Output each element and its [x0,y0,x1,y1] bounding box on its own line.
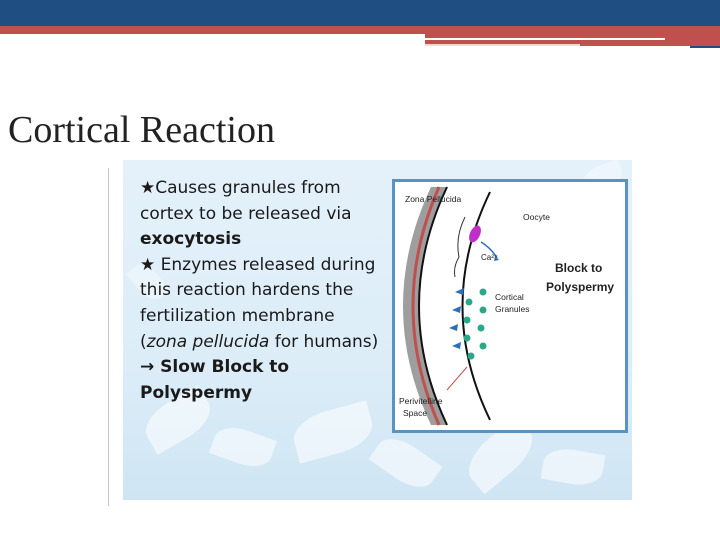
sperm-head [467,224,484,245]
sperm-tail [455,217,466,277]
perivitelline-label-line2: Space [403,408,428,418]
block-label-line2: Polyspermy [546,280,615,294]
figure-drawing [395,182,625,430]
bullet-text: ★Causes granules from cortex to be released via exocytosis ★ Enzymes released during this reaction hardens the fertilization membrane (zona pellucida for humans) → Slow Block to Polyspermy [140,178,379,403]
background-leaf [369,430,443,497]
oocyte-label: Oocyte [523,212,550,222]
cortical-granule [464,335,471,342]
background-leaf [209,421,277,473]
cortical-granule [466,299,473,306]
cortical-granules-label-line2: Granules [495,304,530,314]
background-leaf [541,445,606,489]
cortical-granule [478,325,485,332]
header-accent-line [0,26,720,34]
background-leaf [289,400,378,463]
exocytosis-arrow [452,306,461,313]
perivitelline-pointer [447,367,467,390]
perivitelline-label-line1: Perivitelline [399,396,443,406]
slide-title: Cortical Reaction [8,109,275,151]
vertical-divider [108,168,109,506]
cortical-granule [464,317,471,324]
header-stripe-2 [425,44,580,46]
arrow-icon: → [140,357,155,378]
calcium-label: Ca²⁺ [481,253,499,262]
cortical-granule [480,289,487,296]
exocytosis-arrow [455,288,464,295]
header-stripe [425,38,665,40]
exocytosis-arrow [452,342,461,349]
content-panel [123,160,632,500]
zona-pellucida-label: Zona Pellucida [405,194,462,204]
star-icon: ★ [140,254,156,275]
header-bar [0,0,720,26]
block-label-line1: Block to [555,261,603,275]
star-icon: ★ [140,178,156,198]
cortical-reaction-figure [392,179,628,433]
cortical-granule [480,307,487,314]
cortical-granule [468,353,475,360]
cortical-granules-label-line1: Cortical [495,292,524,302]
exocytosis-arrow [449,324,458,331]
cortical-granule [480,343,487,350]
